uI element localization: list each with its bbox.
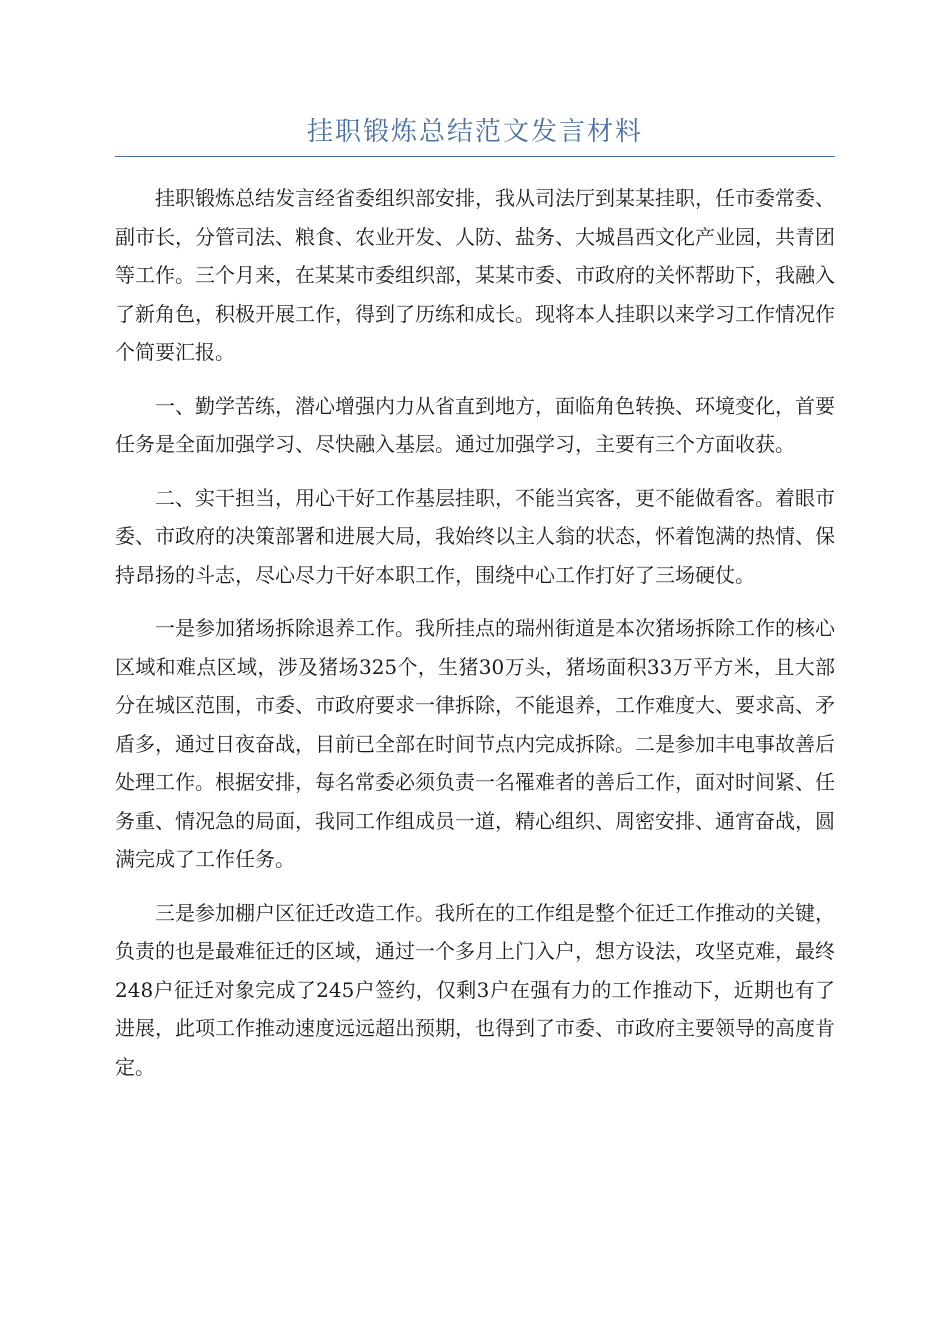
- paragraph-pig-farm: 一是参加猪场拆除退养工作。我所挂点的瑞州街道是本次猪场拆除工作的核心区域和难点区域，涉及猪场325个，生猪30万头，猪场面积33万平方米，且大部分在城区范围，市委、市政府要求一律拆除，不能退养，工作难度大、要求高、矛盾多，通过日夜奋战，目前已全部在时间节点内完成拆除。二是参加丰电事故善后处理工作。根据安排，每名常委必须负责一名罹难者的善后工作，面对时间紧、任务重、情况急的局面，我同工作组成员一道，精心组织、周密安排、通宵奋战，圆满完成了工作任务。: [115, 616, 835, 871]
- paragraph-intro: 挂职锻炼总结发言经省委组织部安排，我从司法厅到某某挂职，任市委常委、副市长，分管司法、粮食、农业开发、人防、盐务、大城昌西文化产业园，共青团等工作。三个月来，在某某市委组织部，某某市委、市政府的关怀帮助下，我融入了新角色，积极开展工作，得到了历练和成长。现将本人挂职以来学习工作情况作个简要汇报。: [115, 186, 835, 364]
- paragraph-study: 一、勤学苦练，潜心增强内力从省直到地方，面临角色转换、环境变化，首要任务是全面加强学习、尽快融入基层。通过加强学习，主要有三个方面收获。: [115, 393, 835, 456]
- paragraph-work: 二、实干担当，用心干好工作基层挂职，不能当宾客，更不能做看客。着眼市委、市政府的决策部署和进展大局，我始终以主人翁的状态，怀着饱满的热情、保持昂扬的斗志，尽心尽力干好本职工作，围绕中心工作打好了三场硬仗。: [115, 485, 835, 587]
- document-body: [115, 179, 835, 1086]
- document-title: 挂职锻炼总结范文发言材料: [306, 117, 643, 147]
- title-underline: [115, 156, 835, 157]
- paragraph-shantytown: 三是参加棚户区征迁改造工作。我所在的工作组是整个征迁工作推动的关键，负责的也是最难征迁的区域，通过一个多月上门入户，想方设法，攻坚克难，最终248户征迁对象完成了245户签约，仅剩3户在强有力的工作推动下，近期也有了进展，此项工作推动速度远远超出预期，也得到了市委、市政府主要领导的高度肯定。: [115, 900, 835, 1079]
